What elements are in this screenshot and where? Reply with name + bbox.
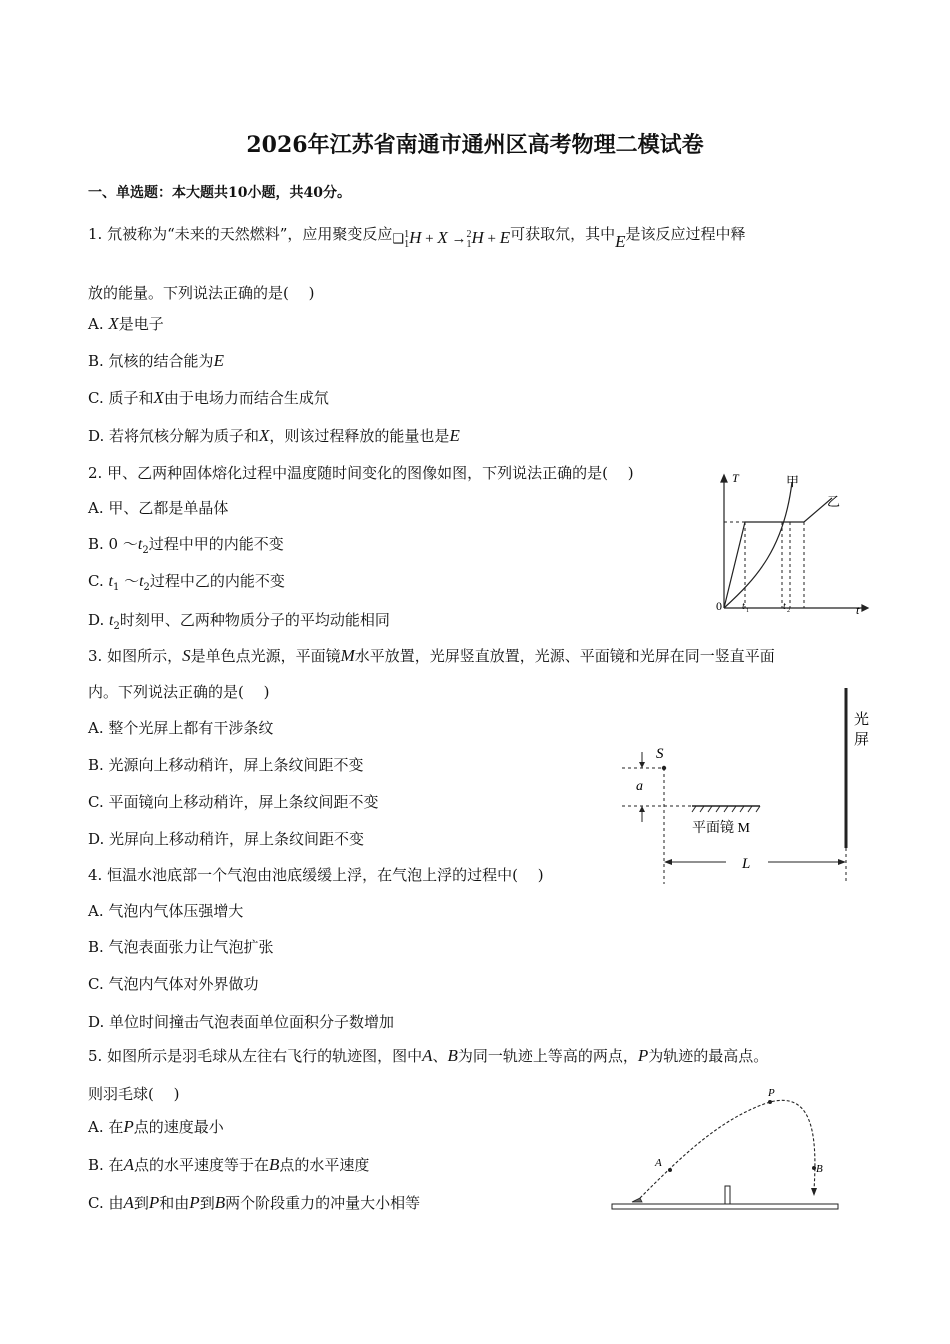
q2-tick-t2: t bbox=[783, 601, 786, 612]
q1-option-b: B. 氘核的结合能为E bbox=[88, 351, 224, 370]
q2-label-yi: 乙 bbox=[827, 494, 841, 509]
q3-source-label: S bbox=[656, 746, 664, 762]
q3-stem-line1: 3. 如图所示，S是单色点光源，平面镜M水平放置，光屏竖直放置，光源、平面镜和光屏在同一竖直平面 bbox=[88, 646, 775, 665]
q2-label-jia: 甲 bbox=[786, 474, 800, 489]
q4-option-a: A. 气泡内气体压强增大 bbox=[88, 902, 244, 920]
svg-text:2: 2 bbox=[787, 608, 790, 614]
q2-stem: 2. 甲、乙两种固体熔化过程中温度随时间变化的图像如图，下列说法正确的是( ) bbox=[88, 464, 634, 482]
q4-stem: 4. 恒温水池底部一个气泡由池底缓缓上浮，在气泡上浮的过程中( ) bbox=[88, 866, 544, 884]
section-heading: 一、单选题：本大题共10小题，共40分。 bbox=[88, 185, 351, 201]
q5-point-b: B bbox=[816, 1163, 823, 1175]
q5-option-a: A. 在P点的速度最小 bbox=[88, 1117, 224, 1136]
q1-stem-line1: 1. 氘被称为“未来的天然燃料”，应用聚变反应$❑_1^1H + X \to_1^2H + E$可获取氘，其中E是该反应过程中释 bbox=[88, 221, 746, 251]
q3-distance-a: a bbox=[636, 779, 643, 794]
q1-option-d: D. 若将氘核分解为质子和X，则该过程释放的能量也是E bbox=[88, 426, 460, 445]
q5-shuttlecock-trajectory-diagram bbox=[610, 1088, 850, 1218]
q1-option-a: A. X是电子 bbox=[88, 314, 164, 333]
q2-option-c: C. $t_1$ $\sim t_2$过程中乙的内能不变 bbox=[88, 572, 285, 593]
q2-temperature-time-graph bbox=[712, 468, 872, 618]
svg-text:1: 1 bbox=[746, 608, 749, 614]
q4-option-d: D. 单位时间撞击气泡表面单位面积分子数增加 bbox=[88, 1013, 395, 1031]
q3-option-c: C. 平面镜向上移动稍许，屏上条纹间距不变 bbox=[88, 793, 379, 811]
q2-axis-y-label: T bbox=[732, 471, 739, 485]
q1-option-c: C. 质子和X由于电场力而结合生成氘 bbox=[88, 388, 329, 407]
q3-mirror-label: 平面镜 M bbox=[692, 821, 750, 836]
q3-option-a: A. 整个光屏上都有干涉条纹 bbox=[88, 719, 274, 737]
q2-origin-label: 0 bbox=[716, 599, 722, 613]
q1-reaction-equation: $❑_1^1H + X \to_1^2H + E$ bbox=[392, 228, 511, 250]
q4-option-b: B. 气泡表面张力让气泡扩张 bbox=[88, 938, 274, 956]
q3-screen-label-1: 光 bbox=[854, 712, 870, 728]
q4-option-c: C. 气泡内气体对外界做功 bbox=[88, 975, 259, 993]
q5-point-p: P bbox=[768, 1087, 775, 1099]
q1-stem-line2: 放的能量。下列说法正确的是( ) bbox=[88, 284, 315, 302]
page-title: 2026年江苏省南通市通州区高考物理二模试卷 bbox=[246, 132, 704, 158]
q2-option-d: D. $t_2$时刻甲、乙两种物质分子的平均动能相同 bbox=[88, 611, 390, 632]
q5-option-c: C. 由A到P和由P到B两个阶段重力的冲量大小相等 bbox=[88, 1193, 421, 1212]
q5-stem-line1: 5. 如图所示是羽毛球从左往右飞行的轨迹图，图中A、B为同一轨迹上等高的两点，P为轨迹的最高点。 bbox=[88, 1046, 769, 1065]
q2-option-b: B. 0 $\sim t_2$过程中甲的内能不变 bbox=[88, 535, 284, 556]
q5-option-b: B. 在A点的水平速度等于在B点的水平速度 bbox=[88, 1155, 370, 1174]
q3-mirror-interference-diagram bbox=[618, 686, 878, 886]
q2-option-a: A. 甲、乙都是单晶体 bbox=[88, 499, 229, 517]
q2-axis-x-label: t bbox=[856, 603, 860, 617]
q5-point-a: A bbox=[655, 1157, 662, 1169]
q3-option-b: B. 光源向上移动稍许，屏上条纹间距不变 bbox=[88, 756, 364, 774]
q5-stem-line2: 则羽毛球( ) bbox=[88, 1085, 180, 1103]
q3-distance-l: L bbox=[742, 856, 751, 872]
q3-stem-line2: 内。下列说法正确的是( ) bbox=[88, 683, 270, 701]
q3-option-d: D. 光屏向上移动稍许，屏上条纹间距不变 bbox=[88, 830, 365, 848]
q3-screen-label-2: 屏 bbox=[854, 732, 870, 748]
q2-tick-t1: t bbox=[742, 601, 745, 612]
